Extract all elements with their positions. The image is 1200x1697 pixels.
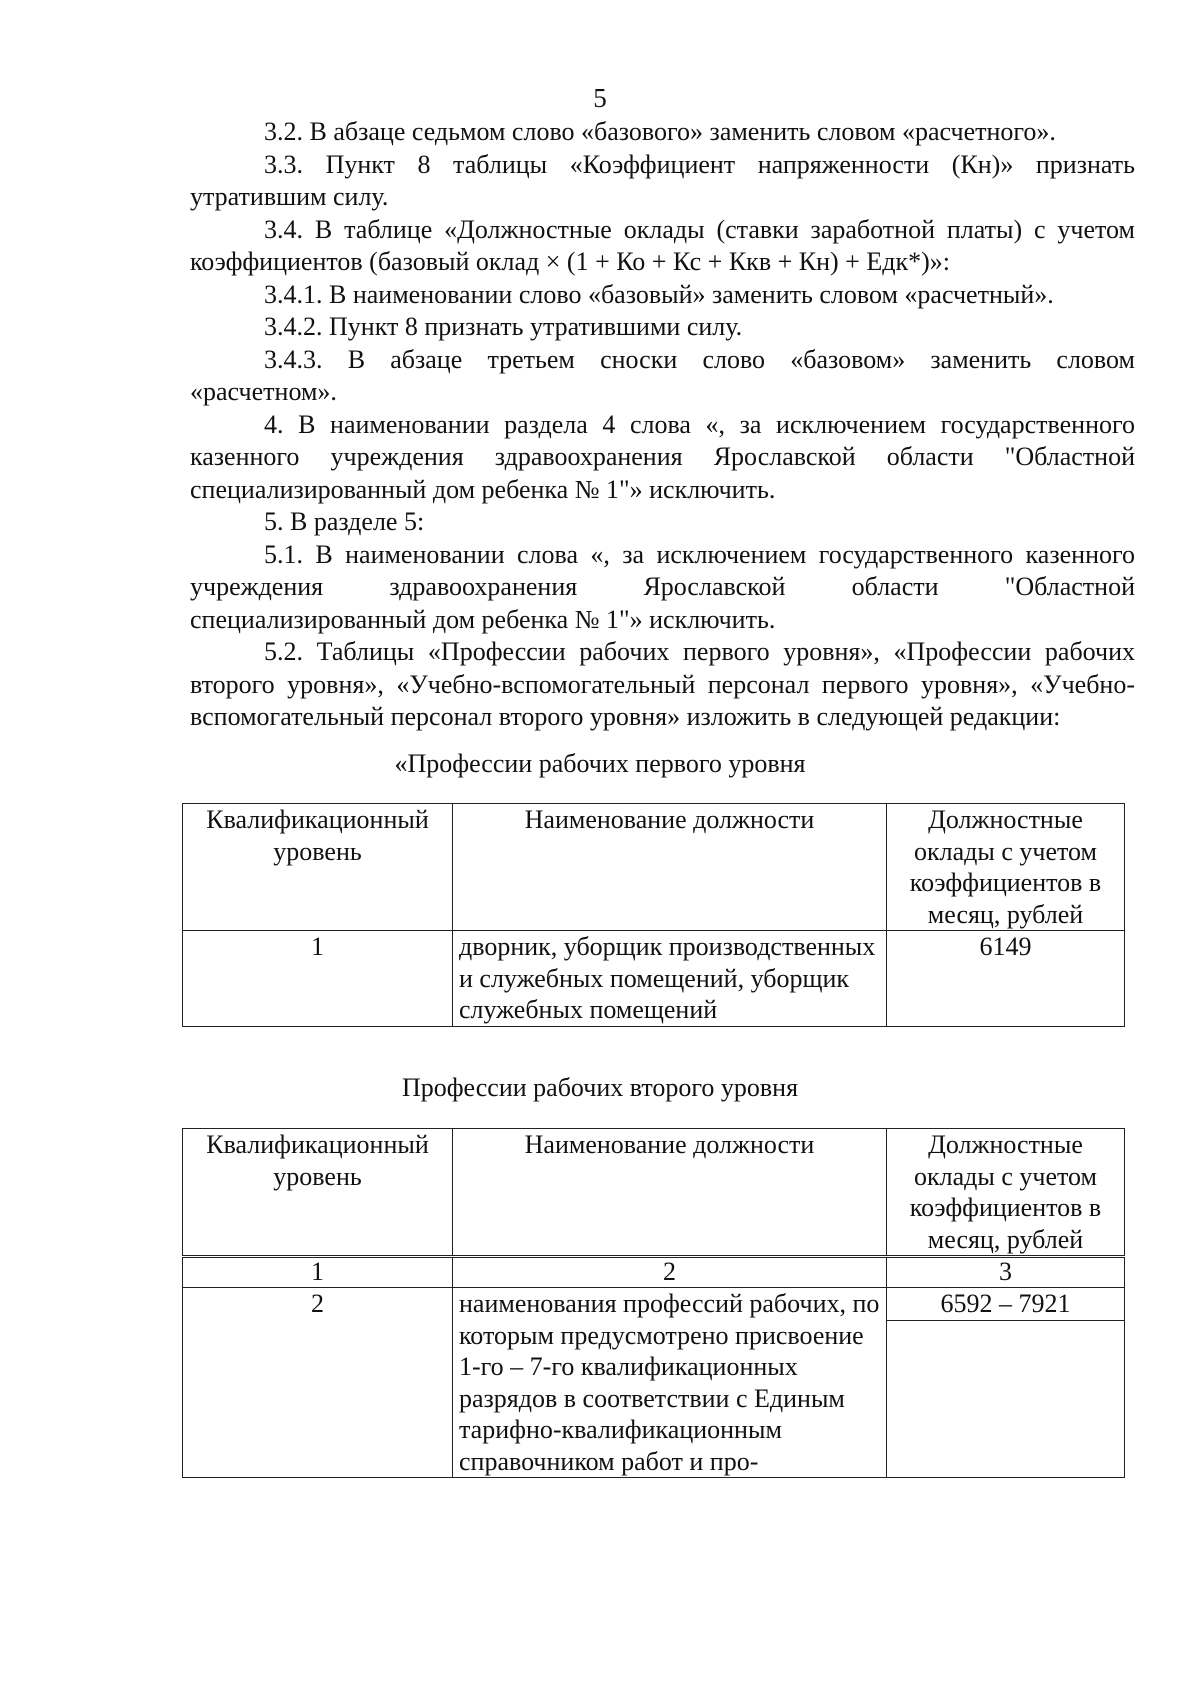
table1-cell-position: дворник, уборщик производственных и служебных помещений, уборщик служебных помещений (453, 931, 887, 1027)
paragraph-5-2: 5.2. Таблицы «Профессии рабочих первого уровня», «Профессии рабочих второго уровня», «Учебно-вспомогательный персонал первого уровня», «Учебно-вспомогательный персонал второго уровня» изложить в следующей редакции: (190, 637, 1135, 731)
table2-cell-salary: 6592 – 7921 (887, 1288, 1124, 1321)
paragraph-5: 5. В разделе 5: (264, 507, 425, 536)
paragraph-4: 4. В наименовании раздела 4 слова «, за исключением государственного казенного учреждения здравоохранения Ярославской области "Областной специализированный дом ребенка № 1"» исключить. (190, 409, 1135, 504)
table2-colnum-2: 2 (453, 1257, 887, 1288)
table2-header-row (183, 1129, 1125, 1257)
table2-colnum-3: 3 (887, 1257, 1125, 1288)
table2-column-numbers-row (183, 1257, 1125, 1288)
table2-cell-level: 2 (183, 1288, 453, 1478)
table2-header-level: Квалификационный уровень (183, 1129, 453, 1257)
table2-header-salary: Должностные оклады с учетом коэффициентов в месяц, рублей (887, 1129, 1125, 1257)
table1 (182, 803, 1125, 1027)
document-body (190, 116, 1135, 734)
table1-header-position: Наименование должности (453, 804, 887, 931)
table2-title: Профессии рабочих второго уровня (401, 1073, 799, 1102)
table2-header-position: Наименование должности (453, 1129, 887, 1257)
table2-colnum-1: 1 (183, 1257, 453, 1288)
table1-header-salary: Должностные оклады с учетом коэффициентов в месяц, рублей (887, 804, 1125, 931)
table1-title: «Профессии рабочих первого уровня (394, 749, 806, 778)
table-row (183, 1288, 1125, 1478)
table2-cell-position: наименования профессий рабочих, по которым предусмотрено присвоение 1-го – 7-го квалификационных разрядов в соответствии с Единым тарифно-квалификационным справочником работ и про- (453, 1288, 887, 1478)
table2-cell-salary-container (887, 1288, 1125, 1478)
table1-header-row (183, 804, 1125, 931)
page-number: 5 (593, 83, 607, 113)
table1-header-level: Квалификационный уровень (183, 804, 453, 931)
paragraph-3-4-1: 3.4.1. В наименовании слово «базовый» заменить словом «расчетный». (264, 279, 1054, 309)
paragraph-3-3: 3.3. Пункт 8 таблицы «Коэффициент напряженности (Кн)» признать утратившим силу. (190, 149, 1135, 211)
paragraph-3-4-2: 3.4.2. Пункт 8 признать утратившими силу. (264, 312, 743, 341)
paragraph-3-4-3: 3.4.3. В абзаце третьем сноски слово «базовом» заменить словом «расчетном». (190, 344, 1135, 406)
table-row (183, 931, 1125, 1027)
paragraph-3-2: 3.2. В абзаце седьмом слово «базового» заменить словом «расчетного». (264, 117, 1056, 146)
paragraph-3-4: 3.4. В таблице «Должностные оклады (ставки заработной платы) с учетом коэффициентов (базовый оклад × (1 + Ко + Кс + Ккв + Кн) + Едк*)»: (190, 214, 1135, 276)
paragraph-5-1: 5.1. В наименовании слова «, за исключением государственного казенного учреждения здравоохранения Ярославской области "Областной специализированный дом ребенка № 1"» исключить. (190, 539, 1135, 634)
table1-cell-salary: 6149 (887, 931, 1125, 1027)
table1-cell-level: 1 (183, 931, 453, 1027)
table2 (182, 1128, 1125, 1478)
